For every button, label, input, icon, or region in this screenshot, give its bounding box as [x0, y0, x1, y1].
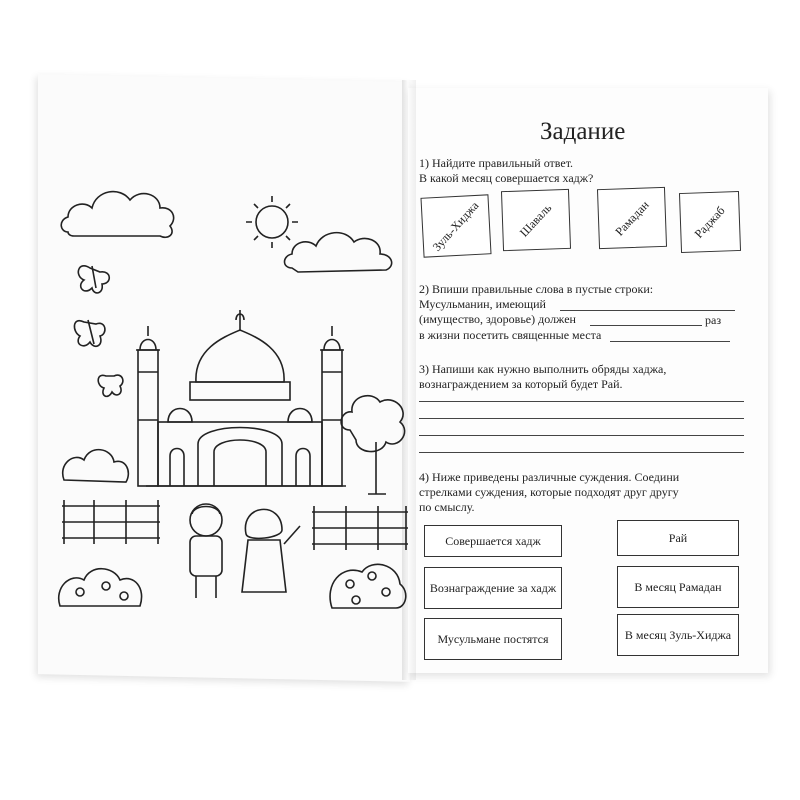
month-option-box[interactable] [420, 194, 491, 257]
butterfly-icon [98, 375, 123, 396]
q2-line-2: (имущество, здоровье) должен [419, 312, 576, 326]
q3-instruction: 3) Напиши как нужно выполнить обряды хаджа, [419, 362, 667, 376]
answer-line[interactable] [419, 435, 744, 436]
statement-box[interactable]: Вознаграждение за хадж [424, 567, 562, 609]
statement-box[interactable]: Совершается хадж [424, 525, 562, 557]
tree-icon [341, 396, 404, 494]
match-box[interactable]: В месяц Зуль-Хиджа [617, 614, 739, 656]
month-option-box[interactable] [501, 189, 571, 251]
q2-instruction: 2) Впиши правильные слова в пустые строки: [419, 282, 654, 296]
answer-line[interactable] [560, 310, 735, 311]
statement-box[interactable]: Мусульмане постятся [424, 618, 562, 660]
cloud-icon [61, 192, 173, 238]
month-option-label: Шаваль [516, 200, 555, 240]
mosque-icon [136, 310, 346, 486]
q2-line-1: Мусульманин, имеющий [419, 297, 546, 311]
butterfly-icon [74, 320, 105, 346]
bush-icon [59, 569, 142, 606]
match-box[interactable]: В месяц Рамадан [617, 566, 739, 608]
match-box[interactable]: Рай [617, 520, 739, 556]
q2-line-3: в жизни посетить священные места [419, 328, 602, 342]
answer-line[interactable] [419, 418, 744, 419]
fence-icon [62, 500, 408, 550]
q4-instruction: 4) Ниже приведены различные суждения. Соедини [419, 470, 680, 484]
sun-icon [246, 196, 298, 248]
butterfly-icon [78, 266, 109, 293]
q1-instruction: 1) Найдите правильный ответ. [419, 156, 574, 170]
month-option-box[interactable] [597, 187, 667, 249]
month-option-box[interactable] [679, 191, 741, 253]
month-option-label: Раджаб [691, 203, 728, 241]
q4-instruction-3: по смыслу. [419, 500, 475, 514]
month-option-label: Зуль-Хиджа [429, 198, 482, 254]
answer-line[interactable] [419, 452, 744, 453]
answer-line[interactable] [590, 325, 702, 326]
bush-icon [330, 564, 406, 608]
cloud-icon [285, 233, 392, 272]
bush-icon [63, 450, 129, 482]
coloring-illustration [50, 160, 410, 630]
answer-line[interactable] [610, 341, 730, 342]
q1-question: В какой месяц совершается хадж? [419, 171, 594, 185]
q3-question: вознаграждением за который будет Рай. [419, 377, 623, 391]
q4-instruction-2: стрелками суждения, которые подходят друг другу [419, 485, 679, 499]
answer-line[interactable] [419, 401, 744, 402]
girl-icon [242, 509, 300, 592]
page-title: Задание [540, 118, 626, 145]
boy-icon [190, 504, 222, 598]
q2-line-2-end: раз [705, 313, 722, 327]
month-option-label: Рамадан [611, 197, 652, 239]
